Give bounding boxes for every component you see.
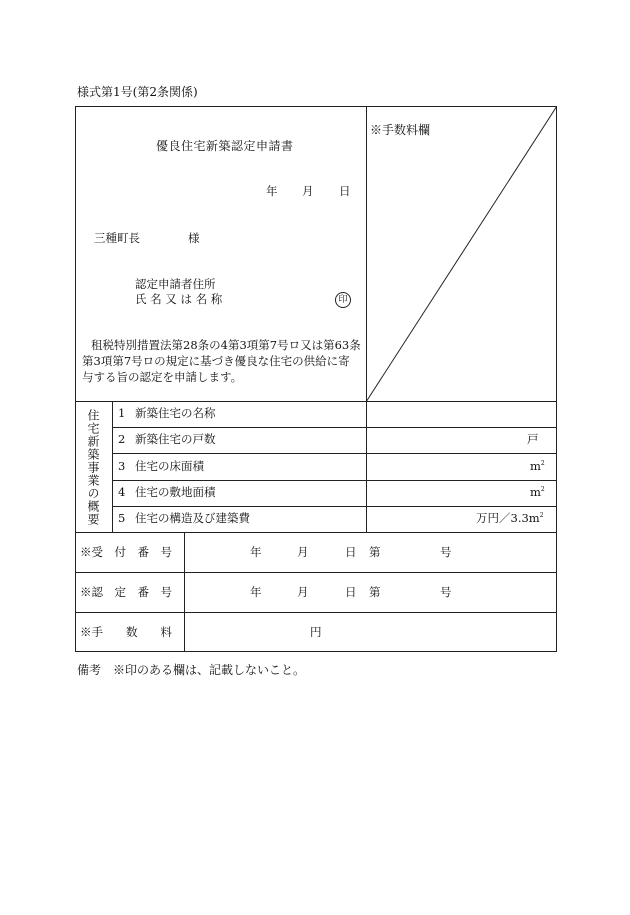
overview-row-unit: 万円$/3.3m^2$ — [476, 511, 544, 525]
application-body-line1: 租税特別措置法第28条の4第3項第7号ロ又は第63条 — [91, 338, 361, 352]
fee-label: ※手 数 料 — [80, 625, 172, 639]
certification-dai: 第 — [369, 585, 381, 599]
reception-number-label: ※受 付 番 号 — [80, 545, 172, 559]
application-title: 優良住宅新築認定申請書 — [156, 139, 294, 153]
overview-row-label: 新築住宅の戸数 — [135, 432, 216, 446]
overview-row-label: 新築住宅の名称 — [135, 406, 216, 420]
seal-mark-icon: 印 — [335, 292, 351, 308]
certification-go: 号 — [440, 585, 452, 599]
office-use-divider — [184, 532, 185, 652]
overview-row-unit: $m^2$ — [530, 459, 545, 473]
footnote: 備考 ※印のある欄は、記載しないこと。 — [77, 663, 306, 677]
overview-row-unit: 戸 — [527, 432, 539, 446]
overview-value-divider — [366, 401, 367, 533]
overview-label-divider — [112, 401, 113, 533]
application-body-line2: 第3項第7号ロの規定に基づき優良な住宅の供給に寄 — [82, 354, 350, 368]
overview-row-label: 住宅の構造及び建築費 — [135, 511, 250, 525]
reception-dai: 第 — [369, 545, 381, 559]
certification-month: 月 — [297, 585, 309, 599]
reception-day: 日 — [345, 545, 357, 559]
addressee-honorific: 様 — [188, 231, 200, 245]
certification-day: 日 — [345, 585, 357, 599]
reception-month: 月 — [297, 545, 309, 559]
date-month: 月 — [302, 184, 314, 198]
overview-row-number: 1 — [118, 406, 126, 420]
overview-row-number: 2 — [118, 432, 126, 446]
application-body-line3: 与する旨の認定を申請します。 — [82, 370, 243, 384]
overview-section-label: 住宅新築事業の概要 — [86, 409, 100, 526]
reception-go: 号 — [440, 545, 452, 559]
certification-number-label: ※認 定 番 号 — [80, 585, 172, 599]
fee-stamp-label: ※手数料欄 — [370, 123, 431, 137]
overview-row-number: 3 — [118, 459, 126, 473]
reception-year: 年 — [250, 545, 262, 559]
fee-stamp-diagonal — [366, 106, 557, 402]
form-number: 様式第1号(第2条関係) — [77, 85, 198, 99]
fee-yen: 円 — [310, 625, 322, 639]
date-year: 年 — [266, 184, 278, 198]
overview-row-number: 4 — [118, 485, 126, 499]
applicant-name-label: 氏 名 又 は 名 称 — [135, 292, 223, 306]
applicant-address-label: 認定申請者住所 — [135, 277, 216, 291]
addressee-mayor: 三種町長 — [94, 231, 140, 245]
overview-row-number: 5 — [118, 511, 126, 525]
overview-row-label: 住宅の床面積 — [135, 459, 204, 473]
certification-year: 年 — [250, 585, 262, 599]
overview-row-label: 住宅の敷地面積 — [135, 485, 216, 499]
date-day: 日 — [339, 184, 351, 198]
overview-row-unit: $m^2$ — [530, 485, 545, 499]
